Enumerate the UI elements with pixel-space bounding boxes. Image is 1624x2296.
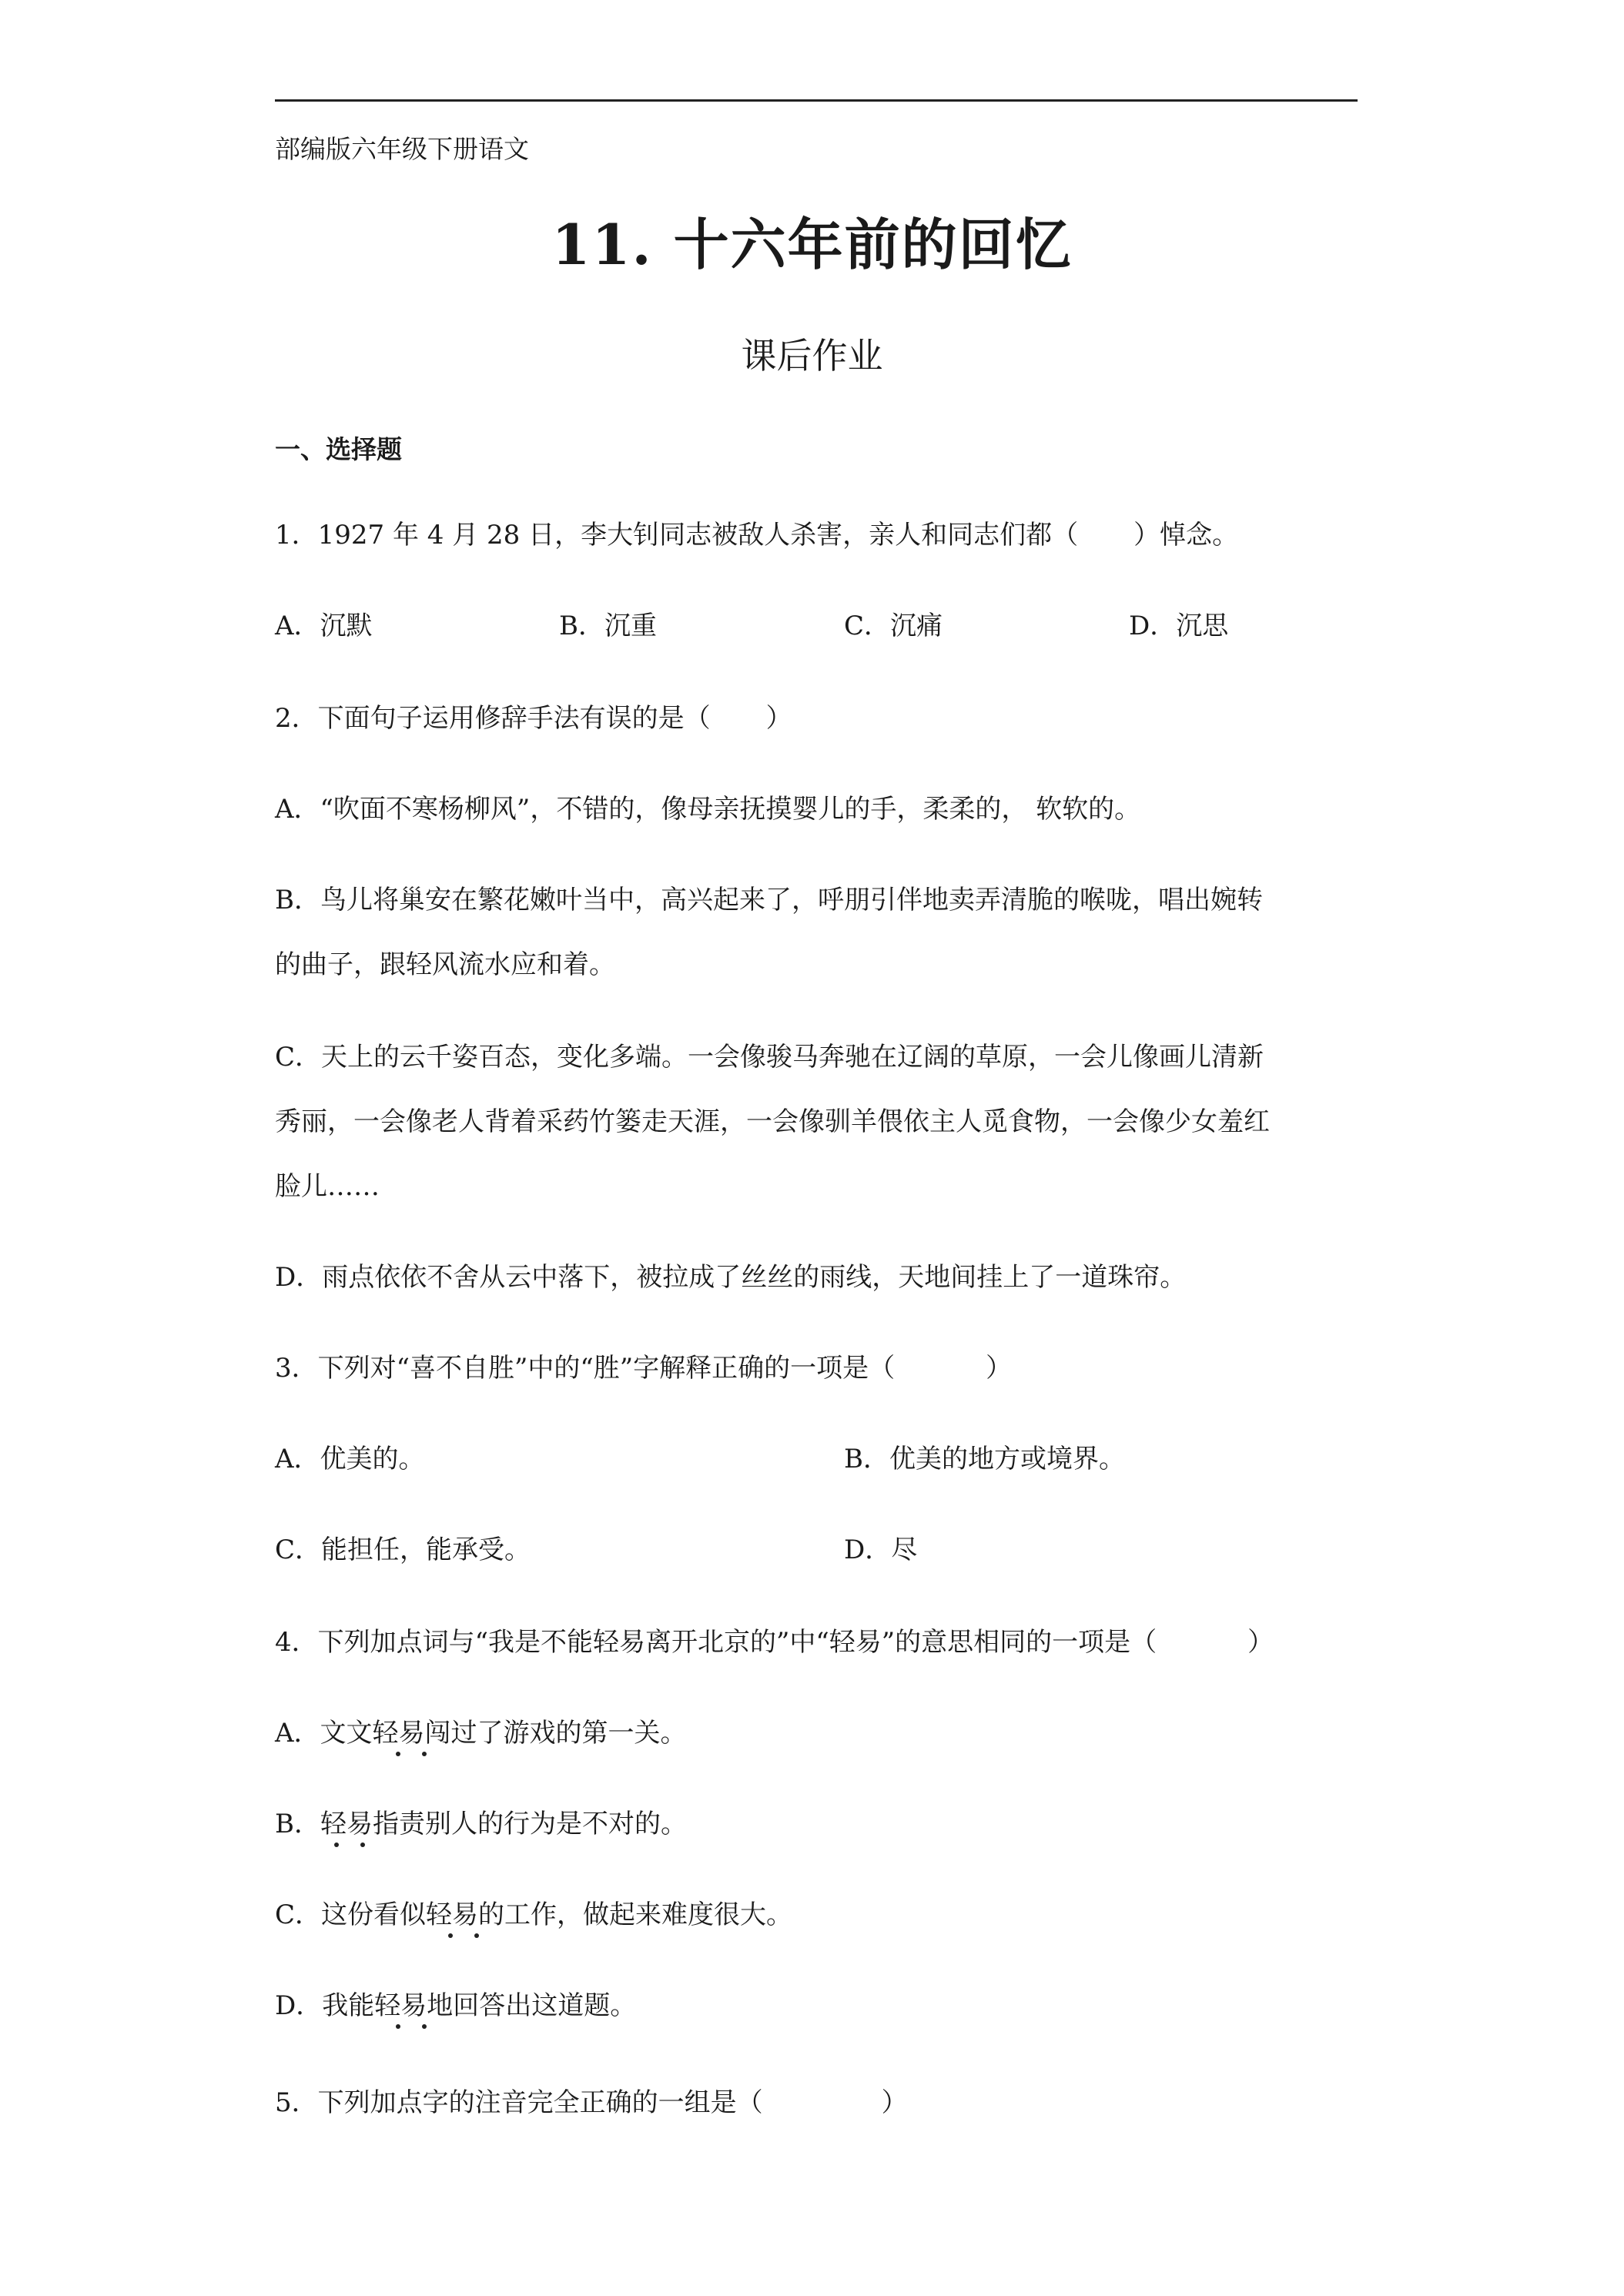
question-2-stem: 2．下面句子运用修辞手法有误的是（ ） xyxy=(275,703,792,734)
question-1-stem: 1．1927 年 4 月 28 日，李大钊同志被敌人杀害，亲人和同志们都（ ）悼念。 xyxy=(275,520,1239,551)
header-text: 部编版六年级下册语文 xyxy=(275,134,529,164)
question-3-option-b: B．优美的地方或境界。 xyxy=(844,1444,1125,1474)
question-3-stem: 3．下列对“喜不自胜”中的“胜”字解释正确的一项是（ ） xyxy=(275,1353,1013,1384)
question-2-option-b-line-1: B．鸟儿将巢安在繁花嫩叶当中，高兴起来了，呼朋引伴地卖弄清脆的喉咙，唱出婉转 xyxy=(275,885,1263,915)
header-rule xyxy=(275,99,1358,102)
question-1-option-d: D．沉思 xyxy=(1129,611,1229,641)
question-4-option-b: B．轻易指责别人的行为是不对的。 xyxy=(275,1809,687,1839)
emphasis-dot xyxy=(422,1752,427,1756)
emphasis-dot xyxy=(360,1842,365,1847)
question-3-option-c: C．能担任，能承受。 xyxy=(275,1535,531,1565)
emphasis-dot xyxy=(474,1933,479,1938)
question-2-option-a: A．“吹面不寒杨柳风”，不错的，像母亲抚摸婴儿的手，柔柔的， 软软的。 xyxy=(275,794,1141,825)
section-heading: 一、选择题 xyxy=(275,434,402,464)
question-1-option-c: C．沉痛 xyxy=(844,611,943,641)
question-3-option-a: A．优美的。 xyxy=(275,1444,425,1474)
question-2-option-d: D．雨点依依不舍从云中落下，被拉成了丝丝的雨线，天地间挂上了一道珠帘。 xyxy=(275,1262,1187,1293)
emphasis-dot xyxy=(448,1933,453,1938)
emphasis-dot xyxy=(334,1842,339,1847)
emphasis-dot xyxy=(396,2024,400,2029)
emphasis-dot xyxy=(422,2024,427,2029)
question-4-option-d: D．我能轻易地回答出这道题。 xyxy=(275,1990,637,2021)
question-5-stem: 5．下列加点字的注音完全正确的一组是（ ） xyxy=(275,2087,908,2118)
question-4-stem: 4．下列加点词与“我是不能轻易离开北京的”中“轻易”的意思相同的一项是（ ） xyxy=(275,1627,1274,1658)
question-1-option-a: A．沉默 xyxy=(275,611,373,641)
question-2-option-b-line-2: 的曲子，跟轻风流水应和着。 xyxy=(275,949,615,980)
question-3-option-d: D．尽 xyxy=(844,1535,918,1565)
question-2-option-c-line-1: C．天上的云千姿百态，变化多端。一会像骏马奔驰在辽阔的草原，一会儿像画儿清新 xyxy=(275,1042,1264,1073)
question-1-option-b: B．沉重 xyxy=(559,611,657,641)
question-4-option-c: C．这份看似轻易的工作，做起来难度很大。 xyxy=(275,1899,793,1930)
page-title: 11. 十六年前的回忆 xyxy=(551,212,1073,277)
question-4-option-a: A．文文轻易闯过了游戏的第一关。 xyxy=(275,1718,687,1749)
page-subtitle: 课后作业 xyxy=(741,335,883,377)
emphasis-dot xyxy=(396,1752,400,1756)
question-2-option-c-line-2: 秀丽，一会像老人背着采药竹篓走天涯，一会像驯羊偎依主人觅食物，一会像少女羞红 xyxy=(275,1106,1270,1137)
question-2-option-c-line-3: 脸儿…… xyxy=(275,1171,380,1202)
